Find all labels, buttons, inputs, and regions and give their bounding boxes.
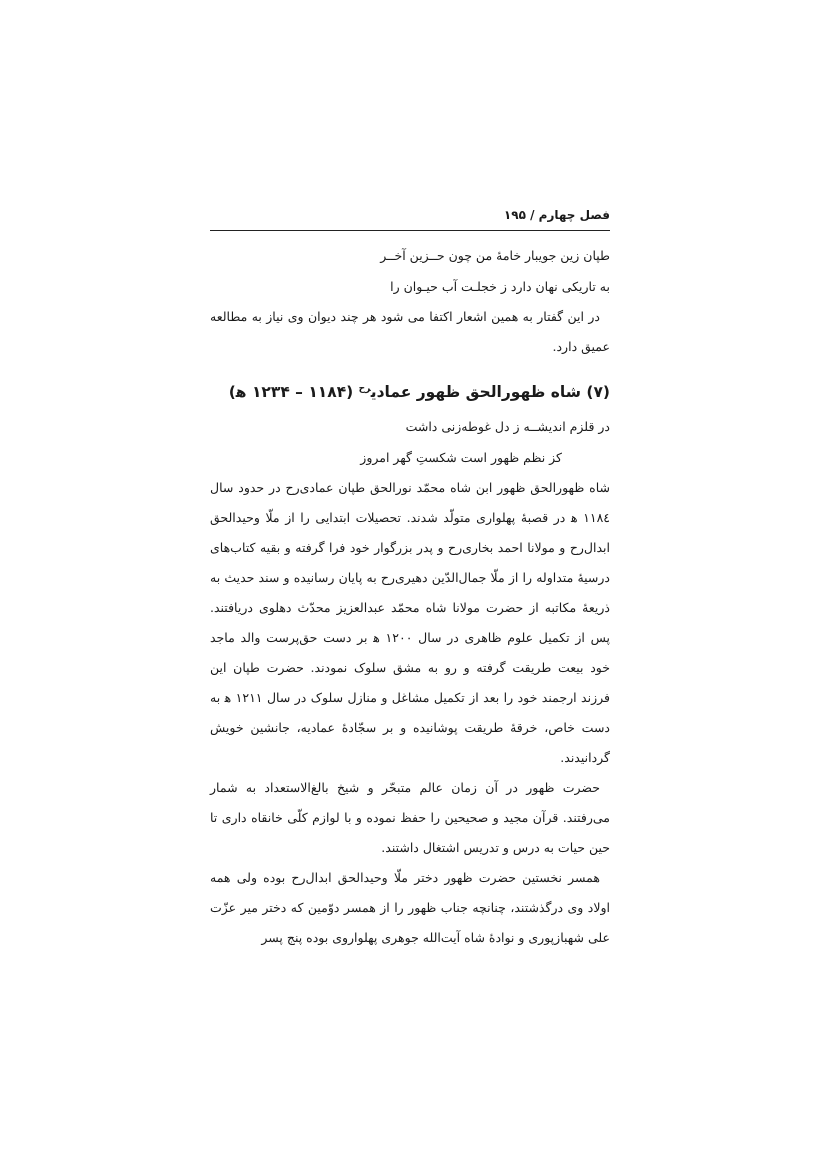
section-heading (210, 372, 610, 409)
section-heading-title: (۷) شاه ظهورالحق ظهور عمادی (370, 383, 610, 402)
intro-verse-2: به تاریکی نهان دارد ز خجلـت آب حیـوان را (390, 279, 610, 294)
section-verse-1: در قلزم اندیشــه ز دل غوطه‌زنی داشت (405, 419, 610, 435)
running-head-text: فصل چهارم / ۱۹۵ (503, 208, 610, 222)
body-paragraph-3: همسر نخستین حضرت ظهور دختر ملّا وحیدالحق ابدال‌رح بوده ولی همه اولاد وی درگذشتند، چنانچه جناب ظهور را از همسر دوّمین که دختر میر عزّت علی شهبازپوری و نوادهٔ شاه آیت‌الله جوهری پهلواروی بوده پنج پسر (210, 870, 610, 946)
book-page (210, 200, 610, 953)
intro-verse-1: طپان زین جویبار خامهٔ من چون حــزین آخــر (380, 248, 610, 263)
intro-paragraph: در این گفتار به همین اشعار اکتفا می شود هر چند دیوان وی نیاز به مطالعه عمیق دارد. (210, 309, 610, 354)
body-paragraph-2: حضرت ظهور در آن زمان عالم متبحّر و شیخ بالغ‌الاستعداد به شمار می‌رفتند. قرآن مجید و صحیحین را حفظ نموده و با لوازم کلّی خانقاه داری تا حین حیات به درس و تدریس اشتغال داشتند. (210, 780, 610, 856)
section-heading-dates: (۱۱۸۴ – ۱۲۳۴ ﻫ) (228, 383, 359, 402)
section-verse-2: کز نظم ظهور است شکستِ گهر امروز (360, 450, 562, 466)
honorific-mark: رح (358, 384, 371, 394)
running-head (210, 200, 610, 231)
body-paragraph-1: شاه ظهورالحق ظهور ابن شاه محمّد نورالحق طپان عمادی‌رح در حدود سال ۱۱۸٤ ﻫ در قصبهٔ پهلواری متولّد شدند. تحصیلات ابتدایی را از ملّا وحیدالحق ابدال‌رح و مولانا احمد بخاری‌رح و پدر بزرگوار خود فرا گرفته و بقیه کتاب‌های درسیهٔ متداوله را از ملّا جمال‌الدّین دهیری‌رح به پایان رسانیده و سند حدیث به ذریعهٔ مکاتبه از حضرت مولانا شاه محمّد عبدالعزیز محدّث دهلوی دریافتند. پس از تکمیل علوم ظاهری در سال ۱۲۰۰ ﻫ بر دست حق‌پرست والد ماجد خود بیعت طریقت گرفته و رو به مشق سلوک نمودند. حضرت طپان این فرزند ارجمند خود را بعد از تکمیل مشاغل و منازل سلوک در سال ۱۲۱۱ ﻫ به دست خاص، خرقهٔ طریقت پوشانیده و بر سجّادهٔ عمادیه، جانشین خویش گردانیدند. (210, 480, 610, 766)
